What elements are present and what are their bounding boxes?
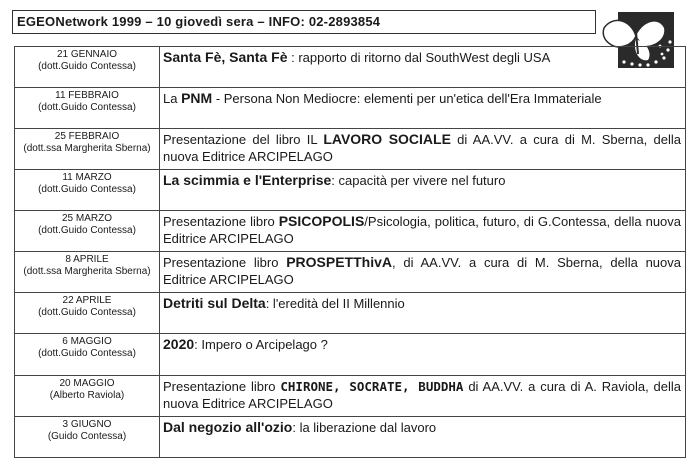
- topic-highlight: PNM: [181, 90, 213, 106]
- topic-highlight: LAVORO SOCIALE: [323, 131, 451, 147]
- event-date: 21 GENNAIO: [56, 49, 118, 60]
- event-row: [15, 376, 686, 417]
- event-row: [15, 252, 686, 293]
- topic-highlight: Santa Fè, Santa Fè: [163, 49, 288, 65]
- event-speaker: (dott.Guido Contessa): [38, 61, 136, 72]
- event-topic: [160, 334, 686, 376]
- topic-highlight: PROSPETThivA: [286, 254, 392, 270]
- event-topic: [160, 211, 686, 252]
- event-topic: [160, 417, 686, 458]
- event-topic: [160, 252, 686, 293]
- topic-text: - Persona Non Mediocre: elementi per un'etica dell'Era Immateriale: [212, 91, 602, 106]
- event-date: 20 MAGGIO: [59, 378, 115, 389]
- event-speaker: (dott.Guido Contessa): [38, 102, 136, 113]
- event-speaker: (dott.Guido Contessa): [38, 348, 136, 359]
- topic-text: di AA.VV. a cura di A. Raviola, della nuova Editrice ARCIPELAGO: [163, 379, 681, 411]
- event-date: 3 GIUGNO: [62, 419, 112, 430]
- event-topic: [160, 293, 686, 334]
- topic-highlight: PSICOPOLIS: [278, 213, 365, 229]
- event-date-cell: [15, 252, 160, 293]
- event-date: 25 MARZO: [61, 213, 112, 224]
- topic-text: Presentazione libro: [163, 214, 279, 229]
- header-title: EGEONetwork 1999 – 10 giovedì sera – INFO: 02-2893854: [17, 14, 381, 29]
- event-topic: [160, 129, 686, 170]
- event-speaker: (dott.ssa Margherita Sberna): [23, 143, 151, 154]
- topic-text: Presentazione del libro IL: [163, 132, 324, 147]
- event-row: [15, 129, 686, 170]
- topic-text: La: [163, 91, 182, 106]
- event-date: 25 FEBBRAIO: [54, 131, 120, 142]
- event-row: [15, 88, 686, 129]
- event-date-cell: [15, 334, 160, 376]
- event-topic: [160, 47, 686, 88]
- event-date: 11 MARZO: [62, 172, 112, 183]
- topic-text: : Impero o Arcipelago ?: [194, 337, 328, 352]
- event-speaker: (dott.Guido Contessa): [38, 307, 136, 318]
- topic-highlight: 2020: [163, 336, 195, 352]
- event-date-cell: [15, 129, 160, 170]
- event-date: 6 MAGGIO: [62, 336, 112, 347]
- event-date-cell: [15, 293, 160, 334]
- event-date-cell: [15, 417, 160, 458]
- topic-text: : rapporto di ritorno dal SouthWest degli USA: [287, 50, 551, 65]
- event-date: 11 FEBBRAIO: [55, 90, 119, 101]
- topic-highlight: CHIRONE, SOCRATE, BUDDHA: [280, 379, 464, 394]
- event-topic: [160, 88, 686, 129]
- event-speaker: (dott.ssa Margherita Sberna): [23, 266, 151, 277]
- event-row: [15, 47, 686, 88]
- topic-text: , di AA.VV. a cura di M. Sberna, della nuova Editrice ARCIPELAGO: [163, 255, 681, 287]
- event-row: [15, 170, 686, 211]
- event-row: [15, 334, 686, 376]
- event-speaker: (Guido Contessa): [47, 431, 127, 442]
- event-speaker: (dott.Guido Contessa): [38, 184, 136, 195]
- event-date-cell: [15, 170, 160, 211]
- event-date-cell: [15, 376, 160, 417]
- event-row: [15, 211, 686, 252]
- page-header: [12, 10, 596, 34]
- event-speaker: (dott.Guido Contessa): [38, 225, 136, 236]
- topic-text: di AA.VV. a cura di M. Sberna, della nuova Editrice ARCIPELAGO: [163, 132, 681, 164]
- topic-text: : l'eredità del II Millennio: [265, 296, 405, 311]
- event-date: 8 APRILE: [65, 254, 109, 265]
- event-date-cell: [15, 88, 160, 129]
- topic-text: : capacità per vivere nel futuro: [331, 173, 506, 188]
- event-topic: [160, 376, 686, 417]
- topic-text: /Psicologia, politica, futuro, di G.Contessa, della nuova Editrice ARCIPELAGO: [163, 214, 682, 246]
- topic-text: : la liberazione dal lavoro: [292, 420, 437, 435]
- event-row: [15, 417, 686, 458]
- event-topic: [160, 170, 686, 211]
- topic-text: Presentazione libro: [163, 255, 287, 270]
- event-date-cell: [15, 211, 160, 252]
- event-date-cell: [15, 47, 160, 88]
- topic-highlight: Detriti sul Delta: [163, 295, 266, 311]
- event-row: [15, 293, 686, 334]
- topic-highlight: La scimmia e l'Enterprise: [163, 172, 332, 188]
- event-speaker: (Alberto Raviola): [49, 390, 125, 401]
- events-table: [14, 46, 686, 458]
- event-date: 22 APRILE: [62, 295, 112, 306]
- topic-text: Presentazione libro: [163, 379, 281, 394]
- topic-highlight: Dal negozio all'ozio: [163, 419, 293, 435]
